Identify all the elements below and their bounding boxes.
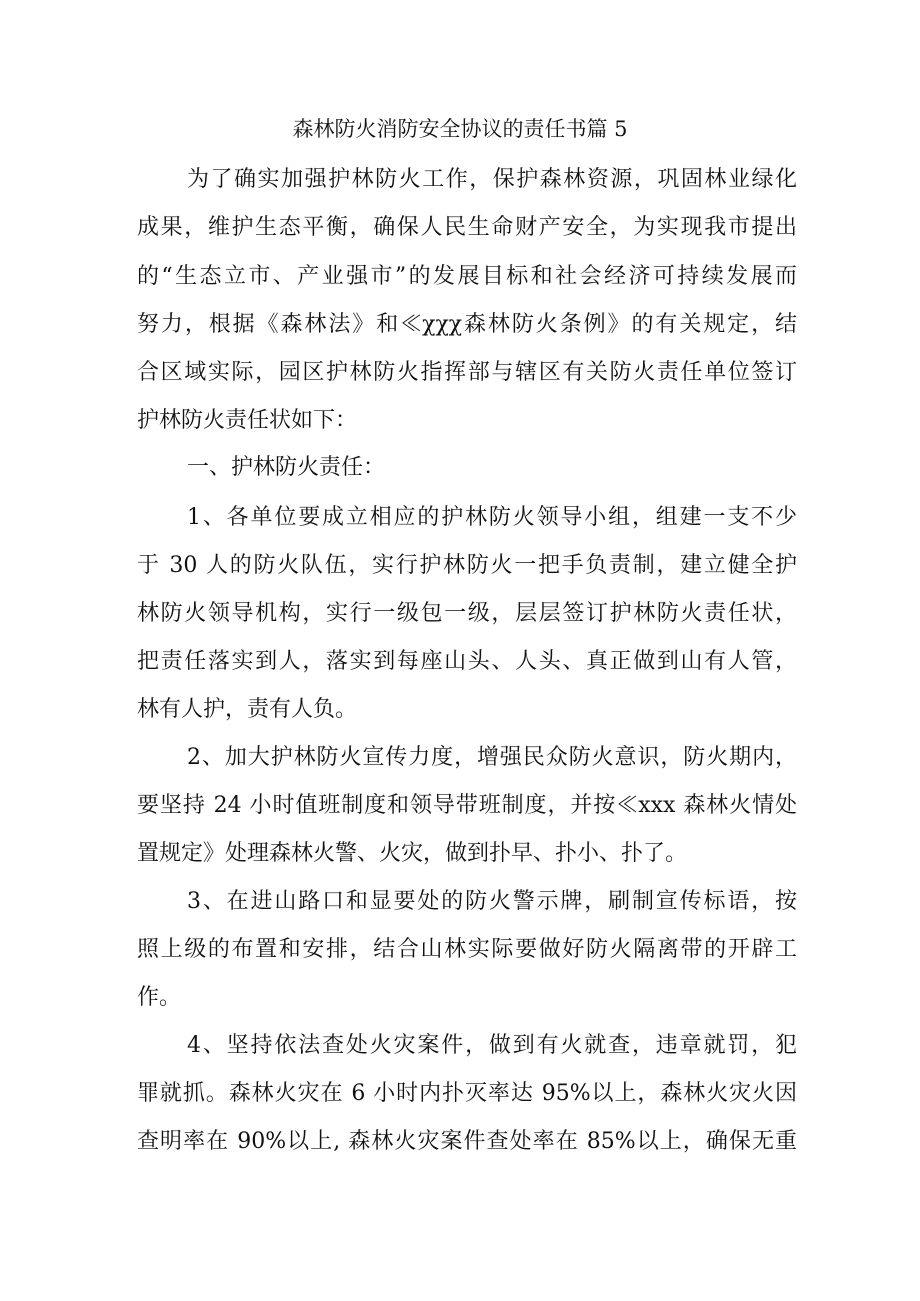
paragraph-line: 为了确实加强护林防火工作，保护森林资源，巩固林业绿化 [187,167,797,192]
paragraph-line: 查明率在 90%以上, 森林火灾案件查处率在 85%以上，确保无重 [137,1129,797,1154]
paragraph-line: 2、加大护林防火宣传力度，增强民众防火意识，防火期内， [187,745,797,770]
paragraph-line: 护林防火责任状如下： [137,408,358,433]
paragraph-line: 照上级的布置和安排，结合山林实际要做好防火隔离带的开辟工 [137,937,797,962]
paragraph-line: 合区域实际，园区护林防火指挥部与辖区有关防火责任单位签订 [137,360,797,385]
paragraph-line: 3、在进山路口和显要处的防火警示牌，刷制宣传标语，按 [187,889,797,914]
paragraph-line: 努力，根据《森林法》和≪χχχ森林防火条例》的有关规定，结 [137,312,797,337]
paragraph-line: 林防火领导机构，实行一级包一级，层层签订护林防火责任状， [137,601,797,626]
document-title: 森林防火消防安全协议的责任书篇 5 [292,117,628,141]
section-heading: 一、护林防火责任： [187,455,386,480]
paragraph-line: 置规定》处理森林火警、火灾，做到扑早、扑小、扑了。 [137,841,688,866]
paragraph-line: 要坚持 24 小时值班制度和领导带班制度，并按≪xxx 森林火情处 [137,793,797,818]
paragraph-line: 把责任落实到人，落实到每座山头、人头、真正做到山有人管， [137,649,797,674]
paragraph-line: 成果，维护生态平衡，确保人民生命财产安全，为实现我市提出 [137,215,797,240]
paragraph-line: 罪就抓。森林火灾在 6 小时内扑灭率达 95%以上，森林火灾火因 [137,1081,797,1106]
paragraph-line: 的“生态立市、产业强市”的发展目标和社会经济可持续发展而 [137,264,797,289]
paragraph-line: 1、各单位要成立相应的护林防火领导小组，组建一支不少 [187,505,797,530]
paragraph-line: 4、坚持依法查处火灾案件，做到有火就查，违章就罚，犯 [187,1033,797,1058]
paragraph-line: 林有人护，责有人负。 [137,697,358,722]
paragraph-line: 于 30 人的防火队伍，实行护林防火一把手负责制，建立健全护 [137,553,797,578]
paragraph-line: 作。 [137,985,182,1010]
